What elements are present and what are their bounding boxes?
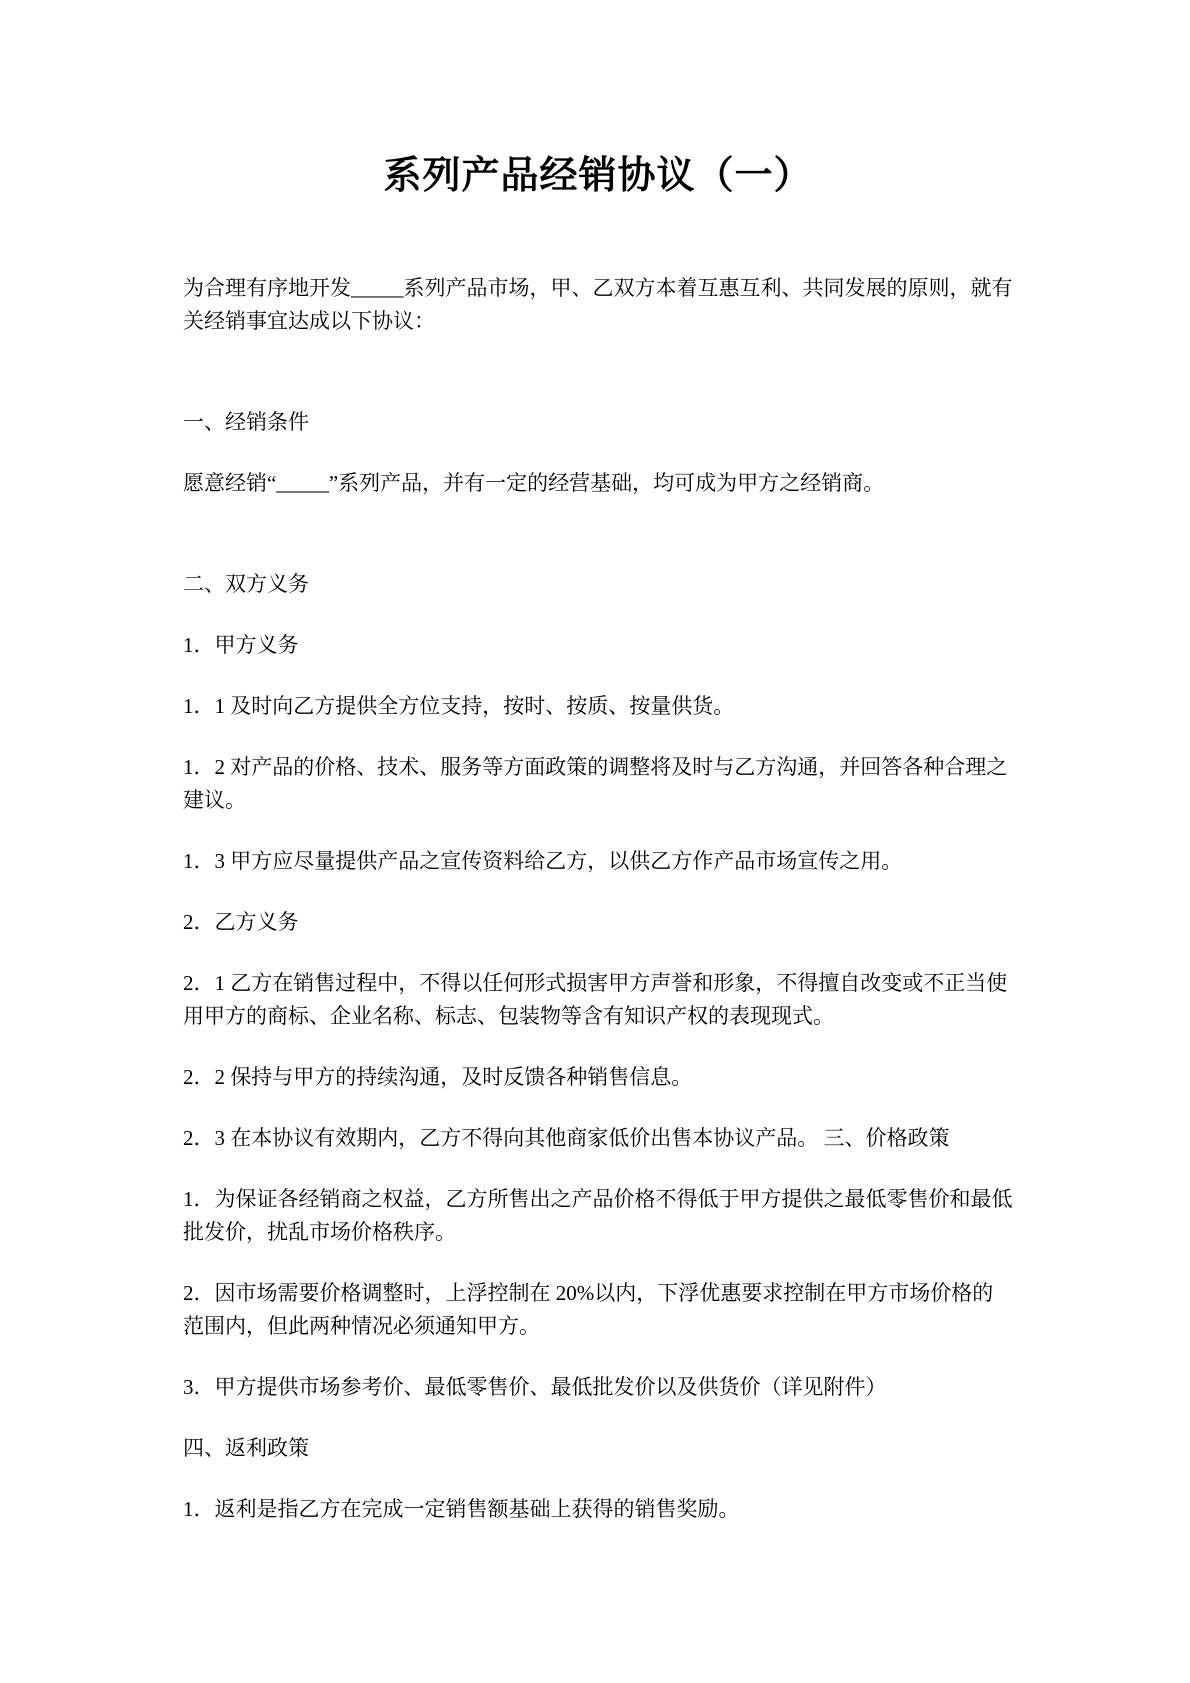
section-1-heading: 一、经销条件 — [183, 410, 309, 434]
clause-2-3-and-section-3-heading: 2．3 在本协议有效期内，乙方不得向其他商家低价出售本协议产品。 三、价格政策 — [183, 1126, 950, 1150]
clause-2-1: 2．1 乙方在销售过程中，不得以任何形式损害甲方声誉和形象，不得擅自改变或不正当使用甲方的商标、企业名称、标志、包装物等含有知识产权的表现现式。 — [183, 971, 1008, 1028]
intro-paragraph: 为合理有序地开发_____系列产品市场，甲、乙双方本着互惠互利、共同发展的原则，就有关经销事宜达成以下协议： — [183, 276, 1013, 333]
clause-1-2: 1．2 对产品的价格、技术、服务等方面政策的调整将及时与乙方沟通，并回答各种合理之建议。 — [183, 755, 1008, 812]
document-title: 系列产品经销协议（一） — [383, 155, 813, 197]
clause-party-a-heading: 1．甲方义务 — [183, 633, 299, 657]
price-clause-3: 3．甲方提供市场参考价、最低零售价、最低批发价以及供货价（详见附件） — [183, 1375, 887, 1399]
price-clause-2: 2．因市场需要价格调整时，上浮控制在 20%以内，下浮优惠要求控制在甲方市场价格的范围内，但此两种情况必须通知甲方。 — [183, 1281, 994, 1338]
section-4-heading: 四、返利政策 — [183, 1436, 309, 1460]
clause-1-3: 1．3 甲方应尽量提供产品之宣传资料给乙方，以供乙方作产品市场宣传之用。 — [183, 849, 903, 873]
section-2-heading: 二、双方义务 — [183, 572, 309, 596]
section-1-body: 愿意经销“_____”系列产品，并有一定的经营基础，均可成为甲方之经销商。 — [183, 471, 885, 495]
clause-2-2: 2．2 保持与甲方的持续沟通，及时反馈各种销售信息。 — [183, 1065, 693, 1089]
price-clause-1: 1．为保证各经销商之权益，乙方所售出之产品价格不得低于甲方提供之最低零售价和最低批发价，扰乱市场价格秩序。 — [183, 1187, 1013, 1244]
clause-1-1: 1．1 及时向乙方提供全方位支持，按时、按质、按量供货。 — [183, 694, 735, 718]
clause-party-b-heading: 2．乙方义务 — [183, 910, 299, 934]
rebate-clause-1: 1．返利是指乙方在完成一定销售额基础上获得的销售奖励。 — [183, 1497, 740, 1521]
